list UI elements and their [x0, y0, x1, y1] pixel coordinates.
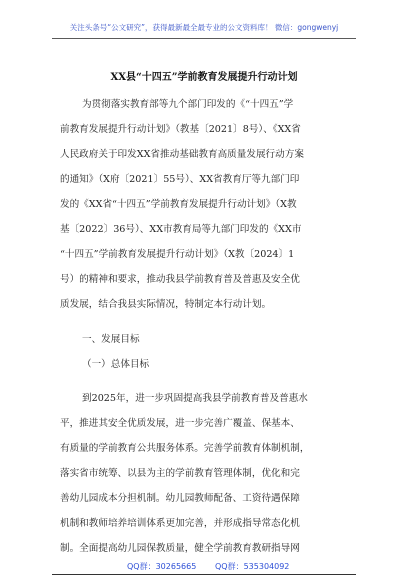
body-line: 基〔2022〕36号）、XX市教育局等九部门印发的《XX市 — [60, 224, 302, 235]
header-divider — [52, 38, 356, 39]
footer-qq-group-right: QQ群：535304092 — [215, 562, 290, 571]
body-line: “十四五”学前教育发展提升行动计划》（X教〔2024〕1 — [60, 249, 295, 260]
body-line: 到2025年，进一步巩固提高我县学前教育普及普惠水 — [82, 393, 308, 404]
header-notice: 关注头条号“公文研究”，获得最新最全最专业的公文资料库！ 微信：gongwenyj — [69, 23, 339, 32]
document-title: XX县“十四五”学前教育发展提升行动计划 — [110, 72, 298, 83]
body-line: 平，推进其安全优质发展，进一步完善广覆盖、保基本、 — [60, 418, 300, 429]
body-line: 善幼儿园成本分担机制。幼儿园教师配备、工资待遇保障 — [60, 493, 300, 504]
footer-qq-group-left: QQ群：30265665 — [127, 562, 197, 571]
body-line: 为贯彻落实教育部等九个部门印发的《“十四五”学 — [82, 99, 294, 110]
body-line: 有质量的学前教育公共服务体系。完善学前教育体制机制， — [60, 443, 310, 454]
body-line: 的通知》（X府〔2021〕55号）、XX省教育厅等九部门印 — [60, 174, 300, 185]
body-line: 机制和教师培养培训体系更加完善，并形成指导常态化机 — [60, 518, 300, 529]
body-line: 制。全面提高幼儿园保教质量，健全学前教育教研指导网 — [60, 543, 300, 554]
body-line: 前教育发展提升行动计划》（教基〔2021〕8号）、《XX省 — [60, 124, 301, 135]
body-line: 落实省市统筹、以县为主的学前教育管理体制，优化和完 — [60, 468, 300, 479]
section-heading: 一、发展目标 — [82, 334, 140, 345]
footer-divider — [52, 574, 356, 575]
subsection-heading: （一）总体目标 — [82, 359, 150, 370]
body-line: 发的《XX省“十四五”学前教育发展提升行动计划》（X教 — [60, 199, 297, 210]
body-line: 号）的精神和要求，推动我县学前教育普及普惠及安全优 — [60, 274, 300, 285]
body-line: 质发展，结合我县实际情况，特制定本行动计划。 — [60, 299, 272, 310]
body-line: 人民政府关于印发XX省推动基础教育高质量发展行动方案 — [60, 149, 304, 160]
